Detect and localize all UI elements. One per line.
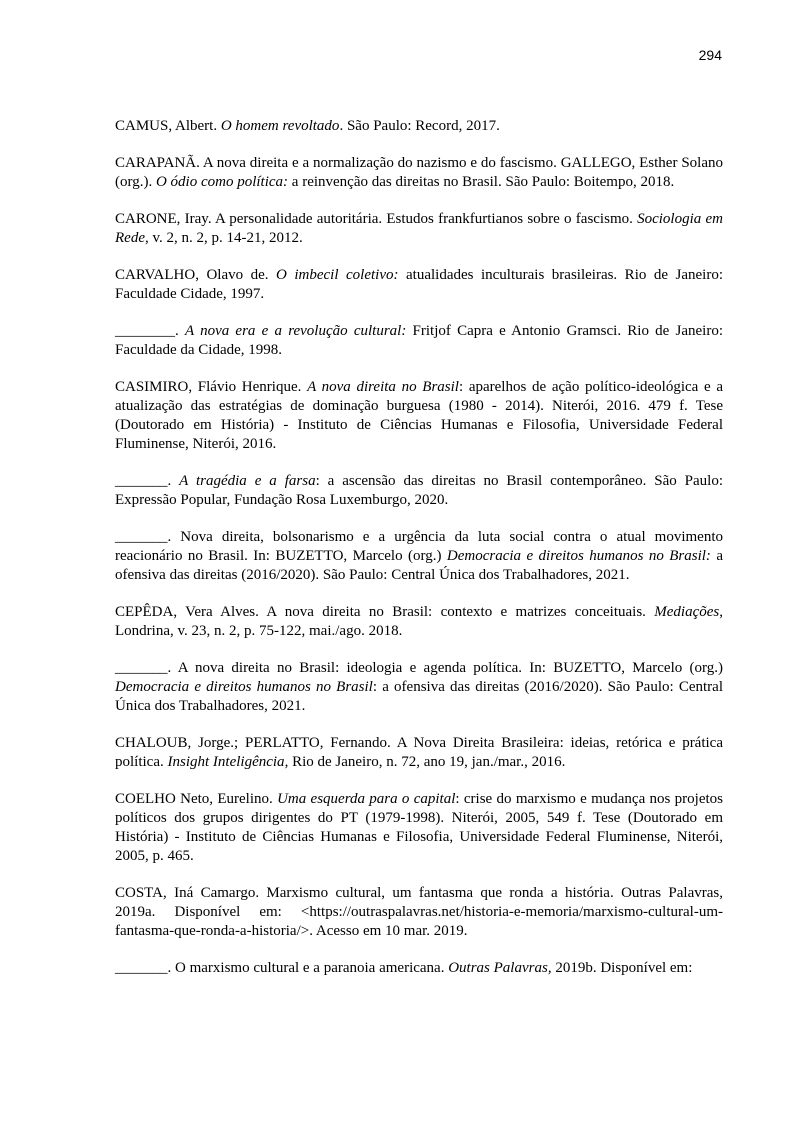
reference-title: O ódio como política: <box>155 174 289 190</box>
reference-title: Democracia e direitos humanos no Brasil <box>115 679 373 695</box>
reference-text: COELHO Neto, Eurelino. <box>115 791 278 807</box>
reference-text: CHALOUB, Jorge.; PERLATTO, Fernando. A Nova Direita Brasileira: ideias, retórica e prática política. <box>115 735 723 770</box>
reference-title: Outras Palavras <box>448 960 548 976</box>
reference-text: _______. A nova direita no Brasil: ideologia e agenda política. In: BUZETTO, Marcelo (org.) <box>115 660 723 676</box>
reference-title: Democracia e direitos humanos no Brasil: <box>446 548 711 564</box>
reference-entry <box>115 603 723 641</box>
reference-text: ________. <box>115 323 185 339</box>
reference-text: : aparelhos de ação político-ideológica e a atualização das estratégias de dominação burguesa (1980 - 2014). Niterói, 2016. 479 f. Tese (Doutorado em História) - Instituto de Ciências Humanas e Filosofia, Universidade Federal Fluminense, Niterói, 2016. <box>115 379 723 452</box>
page-number: 294 <box>698 47 722 63</box>
reference-entry <box>115 117 723 136</box>
reference-text: CASIMIRO, Flávio Henrique. <box>115 379 308 395</box>
reference-text: CARONE, Iray. A personalidade autoritária. Estudos frankfurtianos sobre o fascismo. <box>115 211 638 227</box>
reference-text: CARAPANÃ. A nova direita e a normalização do nazismo e do fascismo. GALLEGO, Esther Solano (org.). <box>115 155 723 190</box>
reference-text: , Rio de Janeiro, n. 72, ano 19, jan./mar., 2016. <box>284 754 566 770</box>
reference-text: _______. Nova direita, bolsonarismo e a urgência da luta social contra o atual movimento reacionário no Brasil. In: BUZETTO, Marcelo (org.) <box>115 529 723 564</box>
reference-title: Insight Inteligência <box>167 754 285 770</box>
reference-entry <box>115 528 723 585</box>
reference-title: O imbecil coletivo: <box>276 267 399 283</box>
reference-text: : a ofensiva das direitas (2016/2020). São Paulo: Central Única dos Trabalhadores, 2021. <box>115 679 723 714</box>
reference-text: a ofensiva das direitas (2016/2020). São Paulo: Central Única dos Trabalhadores, 2021. <box>115 548 724 583</box>
reference-text: , Londrina, v. 23, n. 2, p. 75-122, mai./ago. 2018. <box>115 604 723 639</box>
reference-list <box>115 117 723 996</box>
reference-entry <box>115 266 723 304</box>
reference-entry <box>115 154 723 192</box>
reference-entry <box>115 884 723 941</box>
reference-entry <box>115 210 723 248</box>
reference-text: : crise do marxismo e mudança nos projetos políticos dos grupos dirigentes do PT (1979-1998). Niterói, 2005, 549 f. Tese (Doutorado em História) - Instituto de Ciências Humanas e Filosofia, Universidade Federal Fluminense, Niterói, 2005, p. 465. <box>115 791 723 864</box>
reference-text: . São Paulo: Record, 2017. <box>339 118 500 134</box>
reference-text: Fritjof Capra e Antonio Gramsci. Rio de Janeiro: Faculdade da Cidade, 1998. <box>115 323 724 358</box>
reference-text: _______. O marxismo cultural e a paranoia americana. <box>115 960 449 976</box>
reference-text: CAMUS, Albert. <box>115 118 221 134</box>
reference-text: , v. 2, n. 2, p. 14-21, 2012. <box>144 230 303 246</box>
reference-text: _______. <box>115 473 180 489</box>
reference-title: A nova era e a revolução cultural: <box>184 323 407 339</box>
reference-text: COSTA, Iná Camargo. Marxismo cultural, um fantasma que ronda a história. Outras Palavras, 2019a. Disponível em: <https://outraspalavras.net/historia-e-memoria/marxismo-cultural-um-fantasma-que-ronda-a-historia/>. Acesso em 10 mar. 2019. <box>115 885 723 939</box>
reference-title: A tragédia e a farsa <box>179 473 316 489</box>
reference-title: Mediações <box>654 604 720 620</box>
reference-entry <box>115 472 723 510</box>
reference-entry <box>115 659 723 716</box>
reference-entry <box>115 959 723 978</box>
reference-title: Uma esquerda para o capital <box>277 791 456 807</box>
reference-text: : a ascensão das direitas no Brasil contemporâneo. São Paulo: Expressão Popular, Fundação Rosa Luxemburgo, 2020. <box>115 473 723 508</box>
reference-title: A nova direita no Brasil <box>307 379 459 395</box>
reference-entry <box>115 322 723 360</box>
reference-entry <box>115 734 723 772</box>
reference-title: O homem revoltado <box>220 118 340 134</box>
reference-text: CEPÊDA, Vera Alves. A nova direita no Brasil: contexto e matrizes conceituais. <box>115 604 655 620</box>
reference-text: CARVALHO, Olavo de. <box>115 267 277 283</box>
reference-entry <box>115 790 723 866</box>
reference-text: a reinvenção das direitas no Brasil. São Paulo: Boitempo, 2018. <box>288 174 675 190</box>
reference-entry <box>115 378 723 454</box>
reference-text: , 2019b. Disponível em: <box>547 960 693 976</box>
reference-text: atualidades inculturais brasileiras. Rio de Janeiro: Faculdade Cidade, 1997. <box>115 267 724 302</box>
reference-title: Sociologia em Rede <box>115 211 723 246</box>
